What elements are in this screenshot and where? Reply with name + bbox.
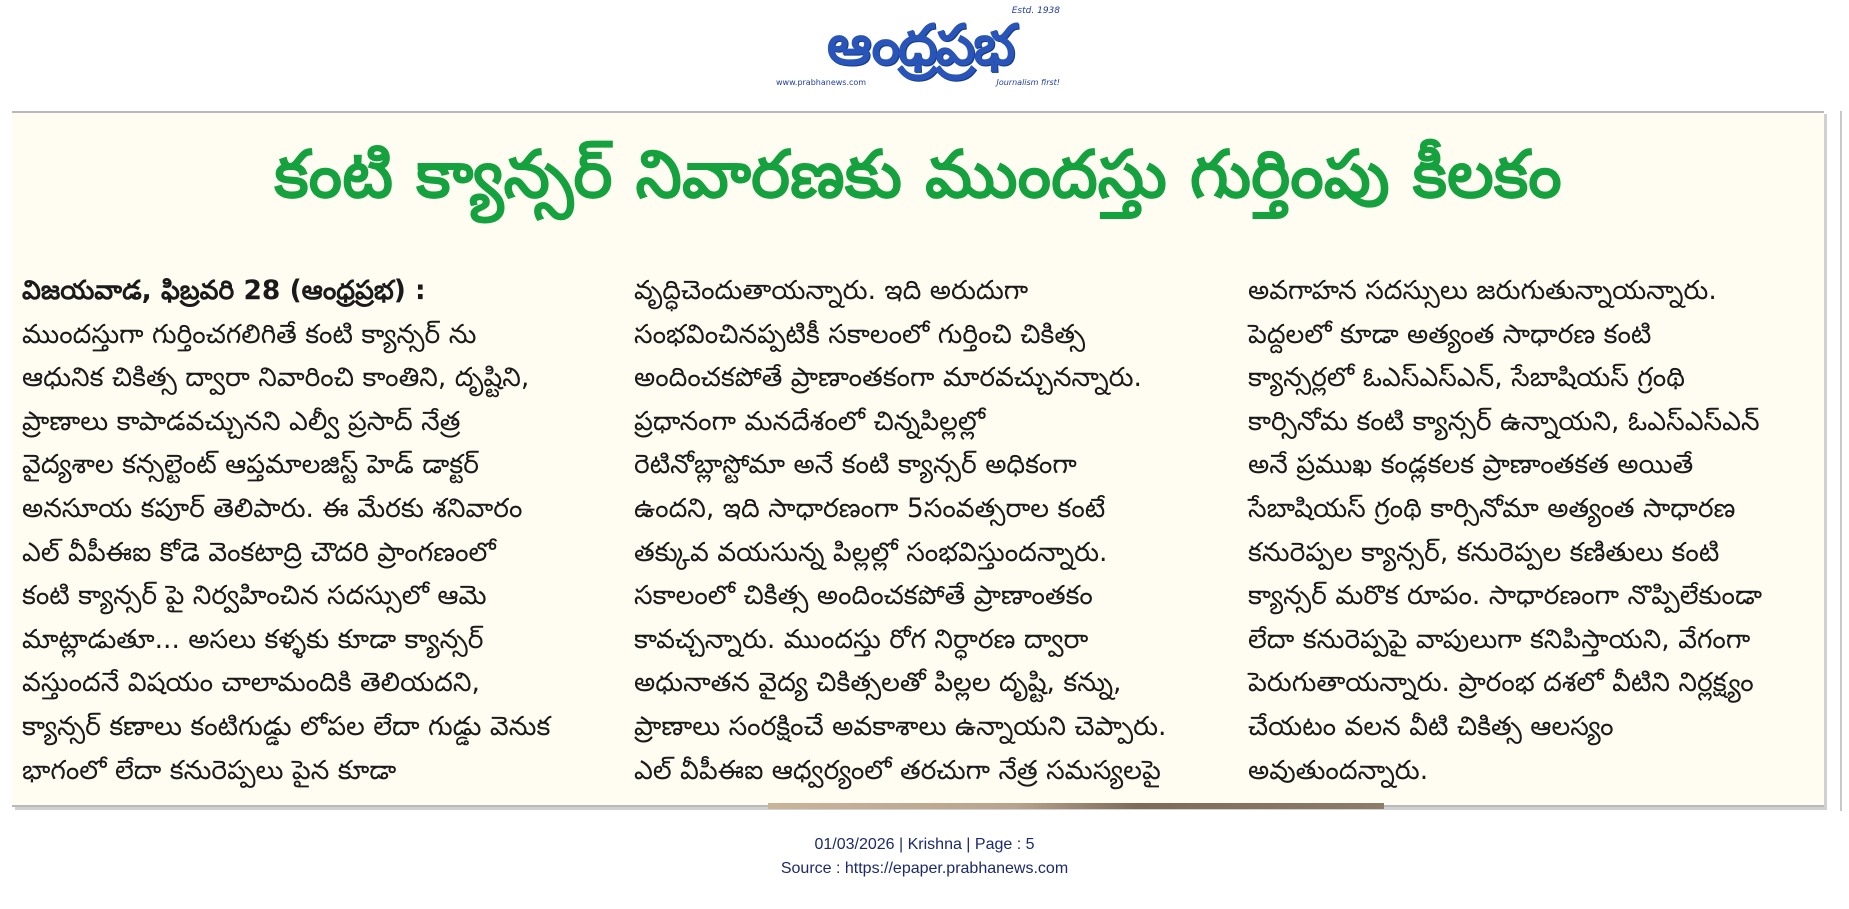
article-line: ఆధునిక చికిత్స ద్వారా నివారించి కాంతిని, దృష్టిని, xyxy=(22,362,530,394)
article-line: పెరుగుతాయన్నారు. ప్రారంభ దశలో వీటిని నిర్లక్ష్యం xyxy=(1248,667,1754,699)
article-line: క్యాన్సర్ కణాలు కంటిగుడ్డు లోపల లేదా గుడ్డు వెనుక xyxy=(22,710,551,742)
clipping-edge xyxy=(1840,111,1842,811)
article-line: సకాలంలో చికిత్స అందించకపోతే ప్రాణాంతకం xyxy=(634,580,1093,612)
article-line: అనసూయ కపూర్ తెలిపారు. ఈ మేరకు శనివారం xyxy=(22,492,523,524)
article-line: పెద్దలలో కూడా అత్యంత సాధారణ కంటి xyxy=(1248,318,1652,350)
article-line: వైద్యశాల కన్సల్టెంట్ ఆప్తమాలజిస్ట్ హెడ్ డాక్టర్ xyxy=(22,449,479,481)
article-line: క్యాన్సర్లలో ఓఎస్ఎస్ఎన్, సేబాషియస్ గ్రంథి xyxy=(1248,362,1685,394)
article-line: ఉందని, ఇది సాధారణంగా 5సంవత్సరాల కంటే xyxy=(634,492,1106,524)
article-column-3 xyxy=(1248,269,1824,792)
article-column-1 xyxy=(22,269,607,792)
article-clipping xyxy=(12,111,1824,807)
article-line: అవగాహన సదస్సులు జరుగుతున్నాయన్నారు. xyxy=(1248,275,1717,306)
masthead-tagline: Journalism first! xyxy=(996,78,1060,87)
masthead-estd: Estd. 1938 xyxy=(1011,6,1060,16)
article-line: అధునాతన వైద్య చికిత్సలతో పిల్లల దృష్టి, కన్ను, xyxy=(634,667,1122,699)
footer-source: Source : https://epaper.prabhanews.com xyxy=(780,860,1069,877)
article-line: వృద్ధిచెందుతాయన్నారు. ఇది అరుదుగా xyxy=(634,275,1029,306)
masthead xyxy=(770,6,1070,90)
article-line: క్యాన్సర్ మరొక రూపం. సాధారణంగా నొప్పిలేకుండా xyxy=(1248,580,1762,612)
article-line: మాట్లాడుతూ... అసలు కళ్ళకు కూడా క్యాన్సర్ xyxy=(22,623,484,655)
newspaper-logo: ఆంధ్రప్రభ xyxy=(826,13,1014,78)
article-line: ఎల్ వీపీఈఐ ఆధ్వర్యంలో తరచుగా నేత్ర సమస్యలపై xyxy=(634,754,1161,786)
article-line: కంటి క్యాన్సర్ పై నిర్వహించిన సదస్సులో ఆమె xyxy=(22,580,487,612)
footer-edition-info: 01/03/2026 | Krishna | Page : 5 xyxy=(814,836,1035,853)
article-line: ప్రాణాలు కాపాడవచ్చునని ఎల్వీ ప్రసాద్ నేత్ర xyxy=(22,405,461,437)
article-line: తక్కువ వయసున్న పిల్లల్లో సంభవిస్తుందన్నారు. xyxy=(634,536,1108,568)
masthead-url: www.prabhanews.com xyxy=(776,78,867,87)
article-line: సేబాషియస్ గ్రంథి కార్సినోమా అత్యంత సాధారణ xyxy=(1248,492,1736,524)
article-dateline: విజయవాడ, ఫిబ్రవరి 28 (ఆంధ్రప్రభ) : xyxy=(22,275,426,306)
article-line: ముందస్తుగా గుర్తించగలిగితే కంటి క్యాన్సర్ ను xyxy=(22,318,477,350)
article-line: అవుతుందన్నారు. xyxy=(1248,754,1429,786)
adjacent-photo-edge xyxy=(768,803,1384,809)
article-column-2 xyxy=(634,269,1219,792)
article-line: లేదా కనురెప్పపై వాపులుగా కనిపిస్తాయని, వేగంగా xyxy=(1248,623,1751,655)
article-line: వస్తుందనే విషయం చాలామందికి తెలియదని, xyxy=(22,667,480,699)
article-line: సంభవించినప్పటికీ సకాలంలో గుర్తించి చికిత్స xyxy=(634,318,1086,350)
article-headline: కంటి క్యాన్సర్ నివారణకు ముందస్తు గుర్తింపు కీలకం xyxy=(274,136,1562,213)
article-line: ఎల్ వీపీఈఐ కోడె వెంకటాద్రి చౌదరి ప్రాంగణంలో xyxy=(22,536,496,568)
article-line: అందించకపోతే ప్రాణాంతకంగా మారవచ్చునన్నారు. xyxy=(634,362,1142,394)
article-line: రెటినోబ్లాస్టోమా అనే కంటి క్యాన్సర్ అధికంగా xyxy=(634,449,1077,481)
article-line: ప్రాణాలు సంరక్షించే అవకాశాలు ఉన్నాయని చెప్పారు. xyxy=(634,710,1167,742)
article-line: కార్సినోమ కంటి క్యాన్సర్ ఉన్నాయని, ఓఎస్ఎస్ఎన్ xyxy=(1248,405,1760,437)
article-line: కావచ్చన్నారు. ముందస్తు రోగ నిర్ధారణ ద్వారా xyxy=(634,623,1089,655)
article-line: కనురెప్పల క్యాన్సర్, కనురెప్పల కణితులు కంటి xyxy=(1248,536,1720,568)
article-line: ప్రధానంగా మనదేశంలో చిన్నపిల్లల్లో xyxy=(634,405,986,437)
article-line: చేయటం వలన వీటి చికిత్స ఆలస్యం xyxy=(1248,710,1614,742)
article-line: భాగంలో లేదా కనురెప్పలు పైన కూడా xyxy=(22,754,397,786)
article-line: అనే ప్రముఖ కండ్లకలక ప్రాణాంతకత అయితే xyxy=(1248,449,1694,481)
